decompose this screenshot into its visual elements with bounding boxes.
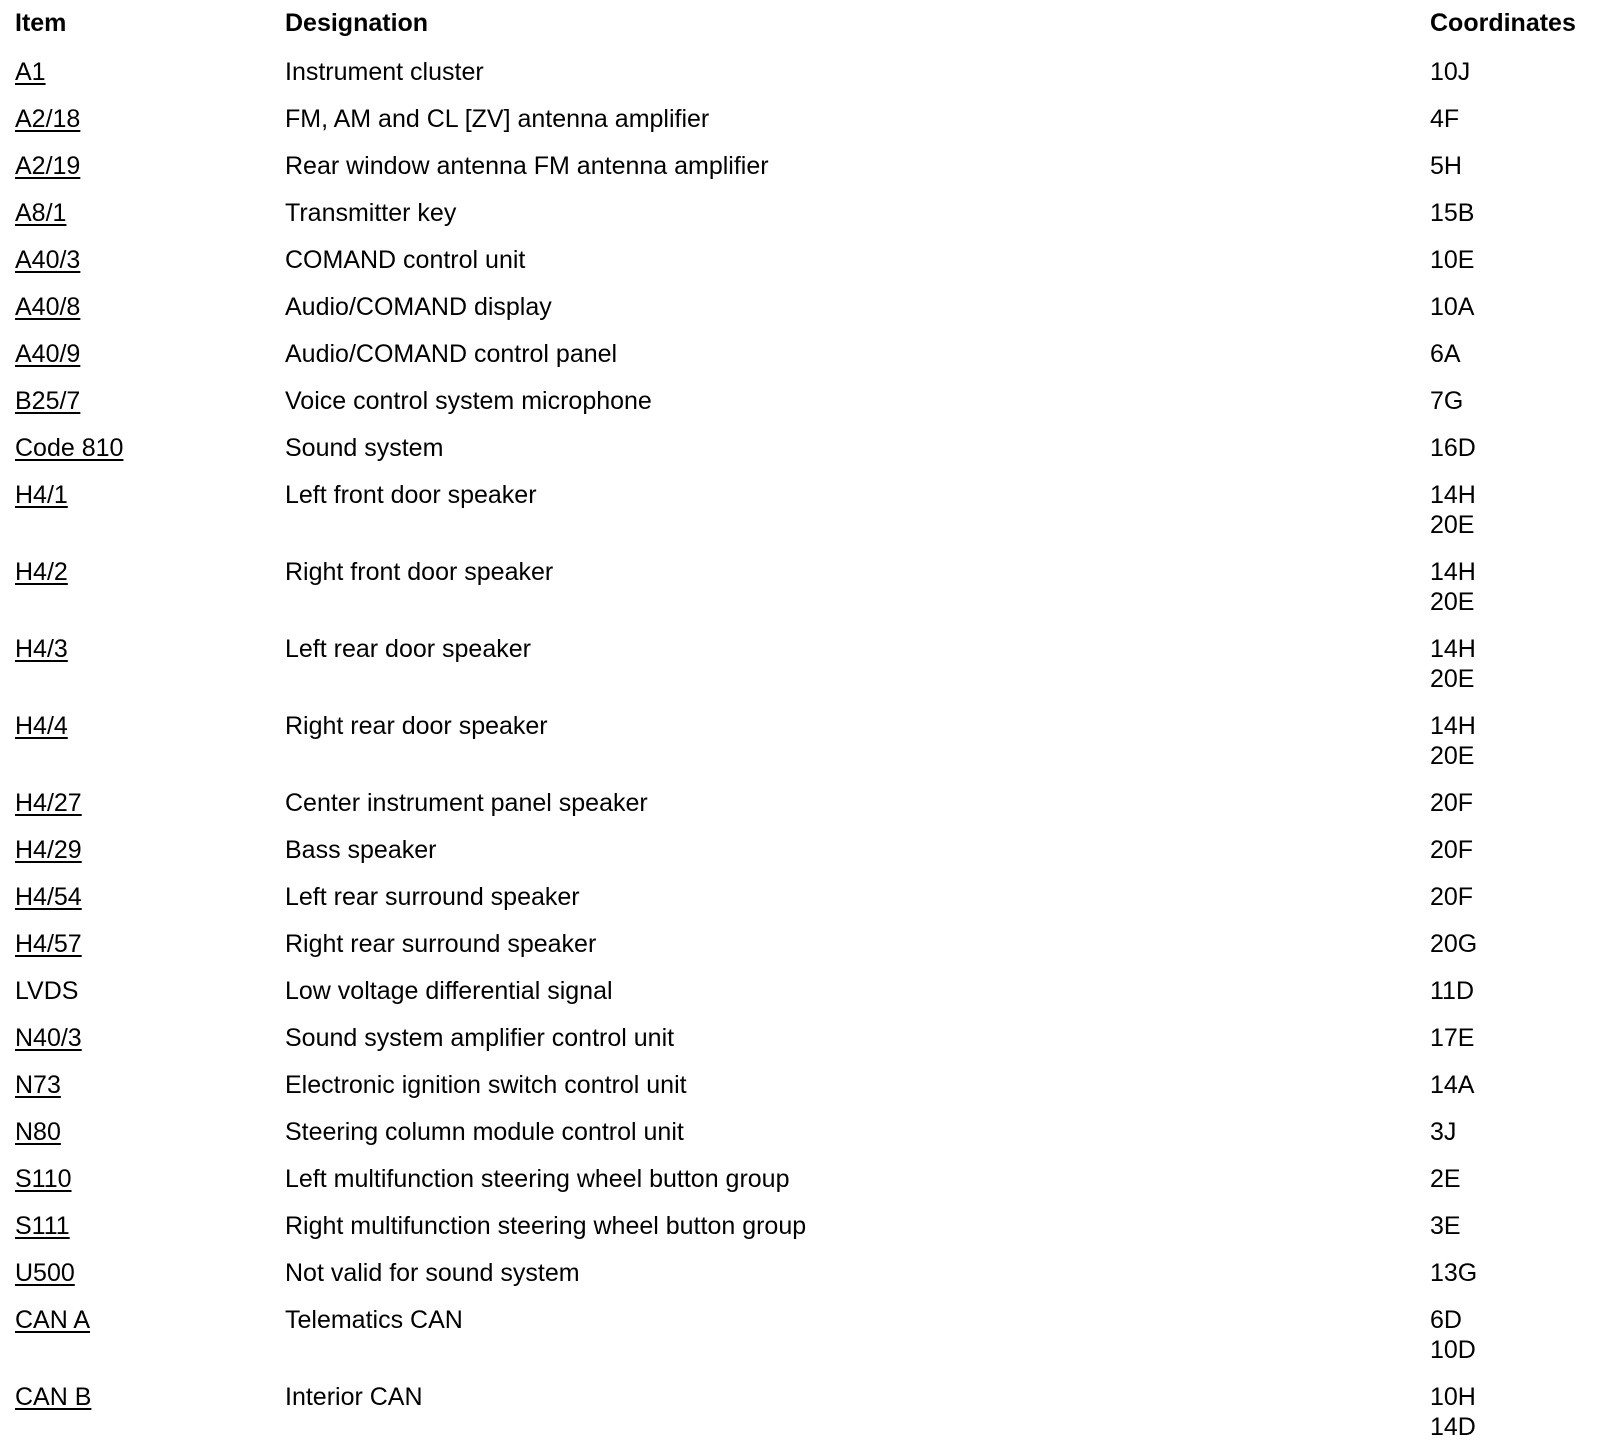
coordinates-cell xyxy=(1430,329,1461,369)
coordinates-cell xyxy=(1430,1013,1474,1053)
coordinates-cell xyxy=(1430,423,1476,463)
table-row xyxy=(0,470,1600,547)
coordinate-value: 20E xyxy=(1430,588,1475,616)
table-row xyxy=(0,624,1600,701)
table-row xyxy=(0,94,1600,141)
coordinates-cell xyxy=(1430,825,1473,865)
coordinate-value: 20E xyxy=(1430,742,1475,770)
item-link[interactable]: H4/4 xyxy=(15,712,68,740)
coordinates-cell xyxy=(1430,376,1463,416)
coordinate-value: 20E xyxy=(1430,511,1475,539)
item-link[interactable]: N73 xyxy=(15,1071,61,1099)
designation-text: FM, AM and CL [ZV] antenna amplifier xyxy=(285,105,710,133)
coordinate-value: 20G xyxy=(1430,930,1478,958)
item-link[interactable]: Code 810 xyxy=(15,434,124,462)
designation-text: Bass speaker xyxy=(285,836,437,864)
table-row xyxy=(0,141,1600,188)
designation-text: Transmitter key xyxy=(285,199,457,227)
designation-text: Voice control system microphone xyxy=(285,387,652,415)
table-row xyxy=(0,872,1600,919)
table-row xyxy=(0,825,1600,872)
coordinates-cell xyxy=(1430,919,1477,959)
coordinates-cell xyxy=(1430,1248,1477,1288)
designation-text: Left multifunction steering wheel button group xyxy=(285,1165,790,1193)
coordinate-value: 10D xyxy=(1430,1336,1476,1364)
designation-text: Interior CAN xyxy=(285,1383,423,1411)
coordinates-cell xyxy=(1430,1372,1476,1442)
table-row xyxy=(0,1013,1600,1060)
coordinate-value: 13G xyxy=(1430,1259,1478,1287)
item-link[interactable]: H4/2 xyxy=(15,558,68,586)
coordinate-value: 11D xyxy=(1430,977,1475,1005)
item-link[interactable]: A1 xyxy=(15,58,46,86)
table-row xyxy=(0,701,1600,778)
designation-text: Sound system xyxy=(285,434,444,462)
table-row xyxy=(0,1201,1600,1248)
coordinate-value: 3E xyxy=(1430,1212,1461,1240)
coordinate-value: 17E xyxy=(1430,1024,1475,1052)
coordinate-value: 20E xyxy=(1430,665,1475,693)
table-row xyxy=(0,282,1600,329)
coordinate-value: 6A xyxy=(1430,340,1461,368)
item-link[interactable]: H4/29 xyxy=(15,836,82,864)
coordinates-cell xyxy=(1430,47,1470,87)
coordinate-value: 5H xyxy=(1430,152,1462,180)
designation-text: Not valid for sound system xyxy=(285,1259,580,1287)
coordinate-value: 6D xyxy=(1430,1306,1462,1334)
table-row xyxy=(0,1372,1600,1449)
item-link[interactable]: CAN A xyxy=(15,1306,91,1334)
coordinate-value: 10E xyxy=(1430,246,1475,274)
item-link[interactable]: A40/3 xyxy=(15,246,81,274)
coordinates-cell xyxy=(1430,701,1476,771)
item-link[interactable]: A2/19 xyxy=(15,152,81,180)
table-row xyxy=(0,423,1600,470)
coordinate-value: 14D xyxy=(1430,1413,1476,1441)
coordinate-value: 10A xyxy=(1430,293,1475,321)
coordinates-cell xyxy=(1430,1154,1461,1194)
designation-text: Left rear door speaker xyxy=(285,635,531,663)
coordinate-value: 14A xyxy=(1430,1071,1475,1099)
designation-text: Telematics CAN xyxy=(285,1306,463,1334)
legend-rows xyxy=(0,47,1600,1449)
header-item: Item xyxy=(15,9,67,37)
item-link[interactable]: A40/9 xyxy=(15,340,81,368)
designation-text: Right multifunction steering wheel button group xyxy=(285,1212,807,1240)
coordinate-value: 15B xyxy=(1430,199,1475,227)
table-row xyxy=(0,966,1600,1013)
table-row xyxy=(0,1295,1600,1372)
coordinate-value: 20F xyxy=(1430,789,1474,817)
designation-text: Center instrument panel speaker xyxy=(285,789,648,817)
coordinates-cell xyxy=(1430,188,1474,228)
coordinates-cell xyxy=(1430,1107,1456,1147)
designation-text: Rear window antenna FM antenna amplifier xyxy=(285,152,769,180)
table-row xyxy=(0,235,1600,282)
coordinate-value: 3J xyxy=(1430,1118,1457,1146)
designation-text: Low voltage differential signal xyxy=(285,977,613,1005)
table-row xyxy=(0,919,1600,966)
coordinates-cell xyxy=(1430,94,1459,134)
coordinate-value: 14H xyxy=(1430,712,1476,740)
table-row xyxy=(0,329,1600,376)
table-row xyxy=(0,1154,1600,1201)
coordinates-cell xyxy=(1430,282,1474,322)
header-row xyxy=(0,0,1600,47)
item-label: LVDS xyxy=(15,977,79,1005)
coordinates-cell xyxy=(1430,1295,1476,1365)
item-link[interactable]: A40/8 xyxy=(15,293,81,321)
designation-text: COMAND control unit xyxy=(285,246,526,274)
designation-text: Steering column module control unit xyxy=(285,1118,684,1146)
designation-text: Audio/COMAND control panel xyxy=(285,340,618,368)
header-coordinates: Coordinates xyxy=(1430,9,1576,37)
coordinate-value: 4F xyxy=(1430,105,1460,133)
coordinates-cell xyxy=(1430,470,1476,540)
coordinate-value: 20F xyxy=(1430,883,1474,911)
item-link[interactable]: H4/1 xyxy=(15,481,68,509)
coordinate-value: 14H xyxy=(1430,558,1476,586)
designation-text: Audio/COMAND display xyxy=(285,293,552,321)
coordinates-cell xyxy=(1430,872,1473,912)
coordinate-value: 20F xyxy=(1430,836,1474,864)
table-row xyxy=(0,188,1600,235)
item-link[interactable]: H4/3 xyxy=(15,635,68,663)
coordinates-cell xyxy=(1430,547,1476,617)
designation-text: Left front door speaker xyxy=(285,481,537,509)
coordinates-cell xyxy=(1430,1201,1461,1241)
coordinate-value: 14H xyxy=(1430,635,1476,663)
designation-text: Sound system amplifier control unit xyxy=(285,1024,675,1052)
coordinate-value: 10H xyxy=(1430,1383,1476,1411)
item-link[interactable]: A2/18 xyxy=(15,105,81,133)
coordinate-value: 2E xyxy=(1430,1165,1461,1193)
item-link[interactable]: S110 xyxy=(15,1165,72,1193)
item-link[interactable]: B25/7 xyxy=(15,387,81,415)
item-link[interactable]: N40/3 xyxy=(15,1024,82,1052)
item-link[interactable]: H4/57 xyxy=(15,930,82,958)
coordinates-cell xyxy=(1430,141,1462,181)
item-link[interactable]: CAN B xyxy=(15,1383,92,1411)
item-link[interactable]: H4/54 xyxy=(15,883,82,911)
coordinate-value: 7G xyxy=(1430,387,1464,415)
table-row xyxy=(0,778,1600,825)
designation-text: Instrument cluster xyxy=(285,58,484,86)
designation-text: Right rear door speaker xyxy=(285,712,548,740)
table-row xyxy=(0,376,1600,423)
table-row xyxy=(0,47,1600,94)
item-link[interactable]: S111 xyxy=(15,1212,70,1240)
table-row xyxy=(0,1248,1600,1295)
designation-text: Left rear surround speaker xyxy=(285,883,580,911)
coordinate-value: 10J xyxy=(1430,58,1471,86)
item-link[interactable]: U500 xyxy=(15,1259,75,1287)
coordinate-value: 16D xyxy=(1430,434,1476,462)
coordinate-value: 14H xyxy=(1430,481,1476,509)
item-link[interactable]: H4/27 xyxy=(15,789,82,817)
table-row xyxy=(0,1107,1600,1154)
table-row xyxy=(0,1060,1600,1107)
designation-text: Right front door speaker xyxy=(285,558,554,586)
coordinates-cell xyxy=(1430,1060,1474,1100)
coordinates-cell xyxy=(1430,966,1474,1006)
coordinates-cell xyxy=(1430,624,1476,694)
item-link[interactable]: N80 xyxy=(15,1118,61,1146)
header-designation: Designation xyxy=(285,9,429,37)
coordinates-cell xyxy=(1430,778,1473,818)
table-row xyxy=(0,547,1600,624)
designation-text: Electronic ignition switch control unit xyxy=(285,1071,687,1099)
coordinates-cell xyxy=(1430,235,1474,275)
item-link[interactable]: A8/1 xyxy=(15,199,67,227)
designation-text: Right rear surround speaker xyxy=(285,930,597,958)
